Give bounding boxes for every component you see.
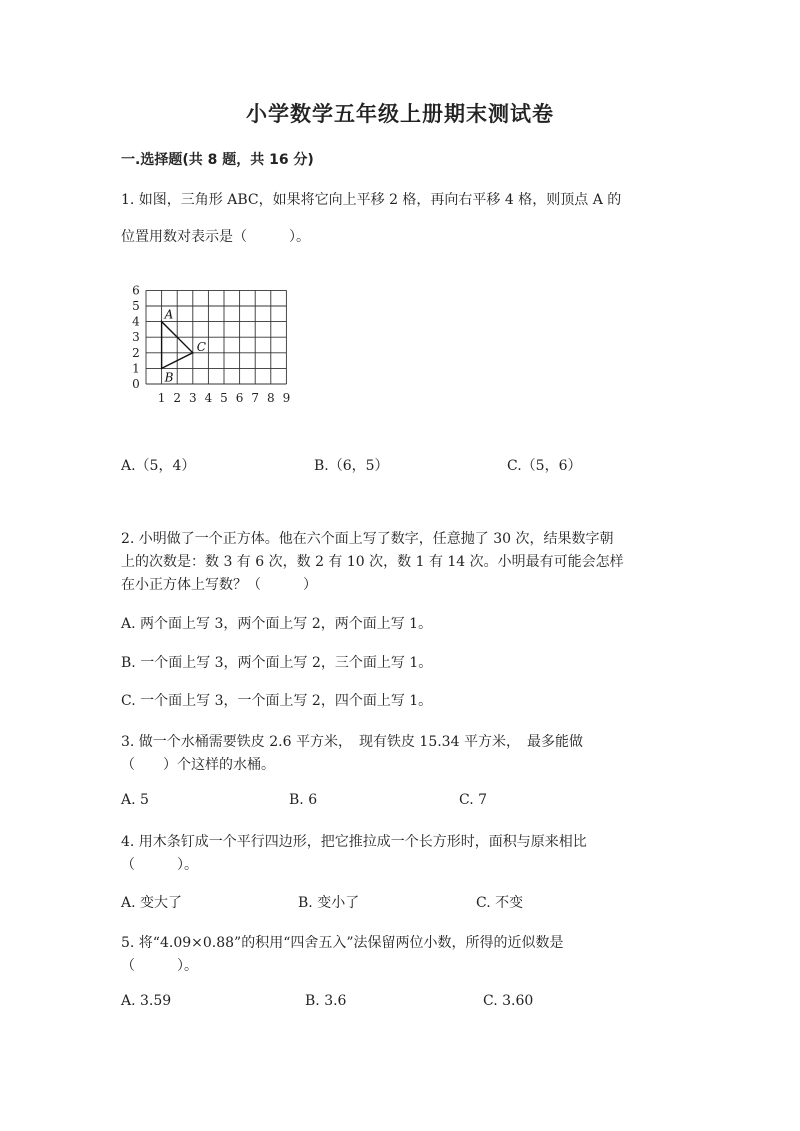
question-3-option-b[interactable]: B. 6 bbox=[289, 792, 318, 808]
x-tick-label: 9 bbox=[282, 391, 291, 405]
x-tick-label: 4 bbox=[204, 391, 213, 405]
question-2-option-b[interactable]: B. 一个面上写 3，两个面上写 2，三个面上写 1。 bbox=[121, 655, 433, 671]
question-3-option-c[interactable]: C. 7 bbox=[459, 792, 488, 808]
y-tick-label: 0 bbox=[132, 377, 140, 391]
x-tick-label: 5 bbox=[220, 391, 228, 405]
x-tick-label: 3 bbox=[188, 391, 197, 405]
question-5-line-2: （ ）。 bbox=[121, 958, 198, 974]
y-axis-ticks bbox=[132, 283, 140, 391]
section-heading: 一.选择题(共 8 题，共 16 分) bbox=[121, 152, 314, 168]
question-2-option-c[interactable]: C. 一个面上写 3，一个面上写 2，四个面上写 1。 bbox=[121, 693, 433, 709]
y-tick-label: 6 bbox=[132, 283, 140, 298]
question-3-line-1: 3. 做一个水桶需要铁皮 2.6 平方米， 现有铁皮 15.34 平方米， 最多能做 bbox=[121, 734, 583, 750]
question-1-option-c[interactable]: C.（5，6） bbox=[507, 458, 582, 474]
question-5-option-b[interactable]: B. 3.6 bbox=[305, 993, 347, 1009]
question-5-line-1: 5. 将“4.09×0.88”的积用“四舍五入”法保留两位小数，所得的近似数是 bbox=[121, 935, 564, 951]
vertex-label-b: B bbox=[164, 370, 174, 385]
vertex-label-c: C bbox=[196, 339, 206, 354]
y-tick-label: 2 bbox=[132, 345, 140, 360]
x-axis-ticks bbox=[158, 391, 290, 405]
x-tick-label: 8 bbox=[266, 391, 275, 405]
question-1-line-1: 1. 如图，三角形 ABC，如果将它向上平移 2 格，再向右平移 4 格，则顶点 A 的 bbox=[121, 192, 622, 208]
y-tick-label: 4 bbox=[132, 314, 140, 329]
question-3-line-2: （ ）个这样的水桶。 bbox=[121, 757, 275, 773]
question-5-option-c[interactable]: C. 3.60 bbox=[483, 993, 534, 1009]
question-5-option-a[interactable]: A. 3.59 bbox=[121, 993, 172, 1009]
question-3-option-a[interactable]: A. 5 bbox=[121, 792, 149, 808]
question-4-option-a[interactable]: A. 变大了 bbox=[121, 895, 183, 911]
x-tick-label: 6 bbox=[235, 391, 244, 405]
question-4-option-b[interactable]: B. 变小了 bbox=[298, 895, 360, 911]
y-tick-label: 1 bbox=[132, 361, 140, 376]
question-4-line-2: （ ）。 bbox=[121, 857, 198, 873]
question-1-option-a[interactable]: A.（5，4） bbox=[121, 458, 196, 474]
triangle-abc bbox=[162, 308, 206, 385]
question-2-line-2: 上的次数是：数 3 有 6 次，数 2 有 10 次，数 1 有 14 次。小明最有可能会怎样 bbox=[121, 554, 624, 570]
x-tick-label: 7 bbox=[251, 391, 260, 405]
question-1-line-2: 位置用数对表示是（ ）。 bbox=[121, 229, 310, 245]
x-tick-label: 1 bbox=[157, 391, 166, 405]
page-title: 小学数学五年级上册期末测试卷 bbox=[246, 102, 554, 126]
question-4-option-c[interactable]: C. 不变 bbox=[476, 895, 524, 911]
question-4-line-1: 4. 用木条钉成一个平行四边形，把它推拉成一个长方形时，面积与原来相比 bbox=[121, 834, 587, 850]
question-2-line-3: 在小正方体上写数？（ ） bbox=[121, 577, 317, 593]
coordinate-grid-figure bbox=[124, 276, 304, 408]
question-2-option-a[interactable]: A. 两个面上写 3，两个面上写 2，两个面上写 1。 bbox=[121, 616, 433, 632]
y-tick-label: 3 bbox=[132, 330, 140, 345]
vertex-label-a: A bbox=[164, 307, 174, 322]
x-tick-label: 2 bbox=[173, 391, 182, 405]
y-tick-label: 5 bbox=[132, 299, 140, 313]
question-1-option-b[interactable]: B.（6，5） bbox=[314, 458, 389, 474]
question-2-line-1: 2. 小明做了一个正方体。他在六个面上写了数字，任意抛了 30 次，结果数字朝 bbox=[121, 531, 614, 547]
